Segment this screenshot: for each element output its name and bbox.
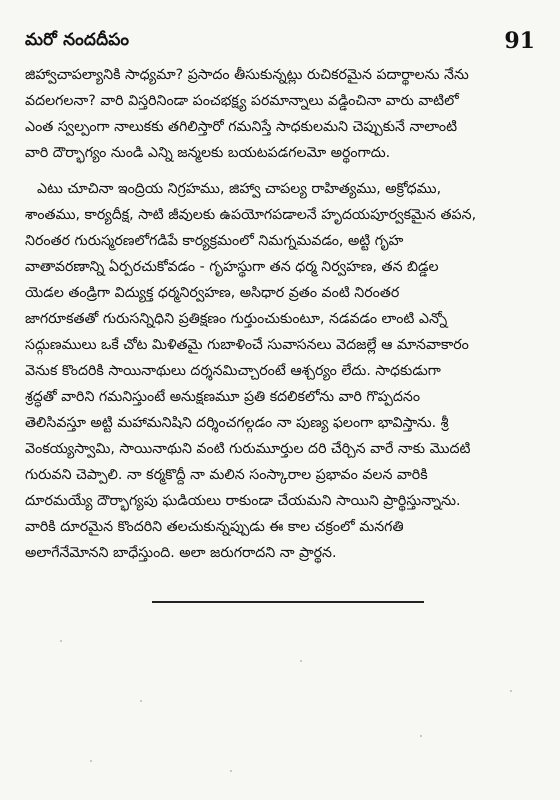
text-line: శ్రద్ధతో వారిని గమనిస్తుంటే అనుక్షణమూ ప్రతి కదలికలోను వారి గొప్పదనం — [25, 389, 421, 405]
text-line: వెనుక కొందరికి సాయినాథులు దర్శనమిచ్చారంటే ఆశ్చర్యం లేదు. సాధకుడుగా — [25, 363, 441, 379]
scan-speck — [300, 660, 302, 662]
paragraph — [25, 176, 535, 566]
text-line: వెంకయ్యస్వామి, సాయినాథుని వంటి గురుమూర్తుల దరి చేర్చిన వారే నాకు మొదటి — [25, 441, 471, 457]
text-line: గురువని చెప్పాలి. నా కర్మకొద్దీ నా మలిన సంస్కారాల ప్రభావం వలన వారికి — [25, 467, 428, 483]
scan-speck — [420, 735, 422, 737]
paragraph — [25, 62, 535, 166]
scan-speck — [510, 690, 512, 692]
text-line: ఎటు చూచినా ఇంద్రియ నిగ్రహము, జిహ్వా చాపల్య రాహిత్యము, అక్రోధము, — [37, 181, 442, 197]
text-line: ఎంత స్వల్పంగా నాలుకకు తగిలిస్తారో గమనిస్తే సాధకులమని చెప్పుకునే నాలాంటి — [25, 119, 458, 135]
text-line: సద్గుణములు ఒకే చోట మిళితమై గుబాళించే సువాసనలు వెదజల్లే ఆ మానవాకారం — [25, 337, 469, 353]
scan-speck — [90, 760, 92, 762]
scan-speck — [60, 640, 62, 642]
text-line: వారికి దూరమైన కొందరిని తలచుకున్నప్పుడు ఈ కాల చక్రంలో మనగతి — [25, 519, 404, 535]
body-text — [25, 62, 535, 566]
paragraph-gap — [25, 166, 535, 176]
scan-speck — [230, 770, 232, 772]
running-header — [25, 30, 535, 60]
text-line: యెడల తండ్రిగా విద్యుక్త ధర్మనిర్వహణ, అసిధార వ్రతం వంటి నిరంతర — [25, 285, 400, 301]
text-line: వదలగలనా? వారి విస్తరినిండా పంచభక్ష్య పరమాన్నాలు వడ్డించినా వారు వాటిలో — [25, 93, 459, 109]
text-line: శాంతము, కార్యదీక్ష, సాటి జీవులకు ఉపయోగపడాలనే హృదయపూర్వకమైన తపన, — [25, 207, 477, 223]
text-line: జాగరూకతతో గురుసన్నిధిని ప్రతిక్షణం గుర్తుంచుకుంటూ, నడవడం లాంటి ఎన్నో — [25, 311, 448, 327]
text-line: అలాగేనేమోనని బాధేస్తుంది. అలా జరుగరాదని నా ప్రార్థన. — [25, 545, 337, 561]
text-line: నిరంతర గురుస్మరణలోగడిపే కార్యక్రమంలో నిమగ్నమవడం, అట్టి గృహ — [25, 233, 404, 249]
scan-speck — [140, 700, 142, 702]
header-title: మరో నందదీపం — [25, 30, 130, 50]
text-line: జిహ్వాచాపల్యానికి సాధ్యమా? ప్రసాదం తీసుకున్నట్లు రుచికరమైన పదార్థాలను నేను — [25, 67, 469, 83]
section-end-rule — [152, 601, 424, 603]
text-line: వాతావరణాన్ని ఏర్పరచుకోవడం - గృహస్థుగా తన ధర్మ నిర్వహణ, తన బిడ్డల — [25, 259, 439, 275]
text-line: దూరమయ్యే దౌర్భాగ్యపు ఘడియలు రాకుండా చేయమని సాయిని ప్రార్థిస్తున్నాను. — [25, 493, 461, 509]
page-number: 91 — [504, 28, 535, 54]
text-line: తెలిసివస్తూ అట్టి మహామనిషిని దర్శించగల్గడం నా పుణ్య ఫలంగా భావిస్తాను. శ్రీ — [25, 415, 449, 431]
text-line: వారి దౌర్భాగ్యం నుండి ఎన్ని జన్మలకు బయటపడగలమో అర్థంగాదు. — [25, 145, 391, 161]
